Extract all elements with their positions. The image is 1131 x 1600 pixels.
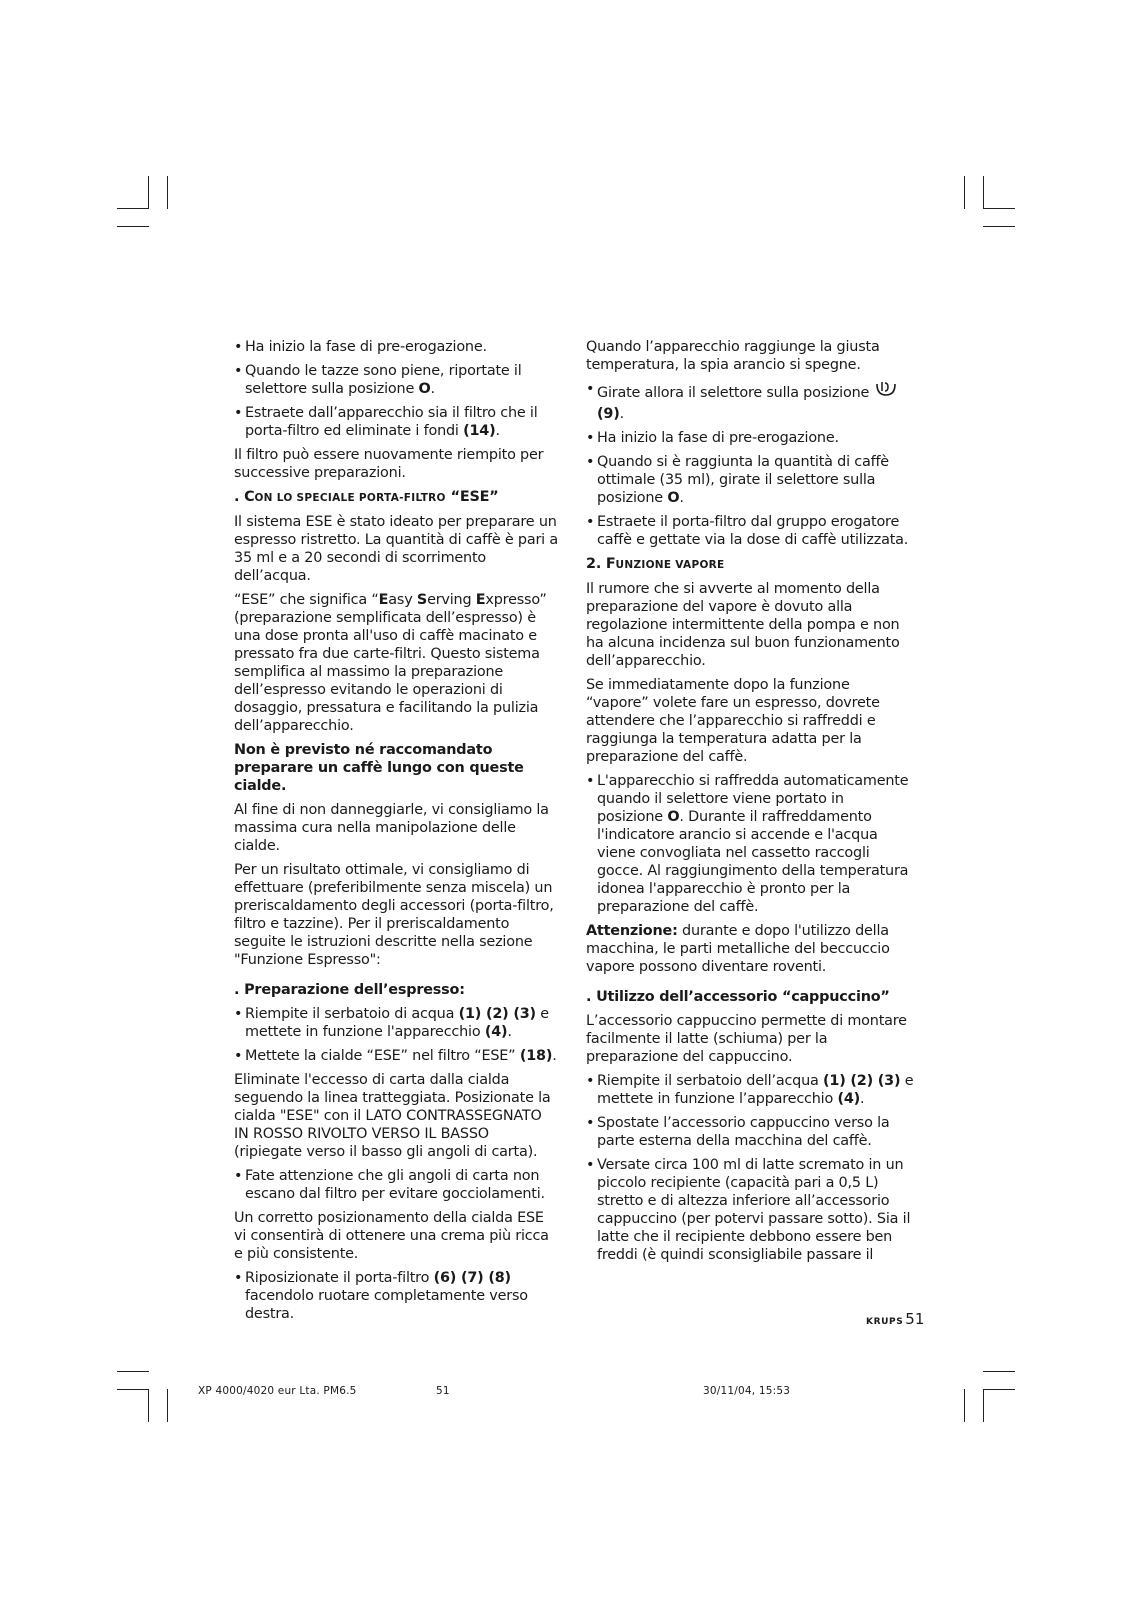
bullet-list <box>586 1072 914 1264</box>
text-segment: (1) (2) (3) <box>458 1006 536 1022</box>
text-segment: Quando si è raggiunta la quantità di caffè ottimale (35 ml), girate il selettore sulla posizione <box>597 454 889 506</box>
bullet-item <box>586 772 914 916</box>
bullet-item <box>586 1114 914 1150</box>
crop-mark <box>983 1371 1015 1372</box>
paragraph: Il filtro può essere nuovamente riempito per successive preparazioni. <box>234 447 544 481</box>
crop-mark <box>964 176 965 209</box>
bullet-icon: • <box>586 430 595 446</box>
text-segment: e mettete in funzione l’apparecchio <box>597 1073 914 1107</box>
text-segment: Riempite il serbatoio dell’acqua <box>597 1073 824 1089</box>
text-segment: O <box>667 490 680 506</box>
crop-mark <box>167 1389 168 1422</box>
paragraph: Eliminate l'eccesso di carta dalla cialda seguendo la linea tratteggiata. Posizionate la cialda "ESE" con il LATO CONTRASSEGNATO IN ROSSO RIVOLTO VERSO IL BASSO (ripiegate verso il basso gli angoli di carta). <box>234 1072 551 1160</box>
text-segment: . Durante il raffreddamento l'indicatore arancio si accende e l'acqua viene convogliata nel cassetto raccogli gocce. Al raggiungimento della temperatura idonea l'apparecchio è pronto per la preparazione del caffè. <box>597 809 909 915</box>
text-segment: Quando le tazze sono piene, riportate il selettore sulla posizione <box>245 363 522 397</box>
slug-date: 30/11/04, 15:53 <box>703 1385 791 1397</box>
paragraph-ese-meaning: “ESE” che significa “Easy Serving Expresso” (preparazione semplificata dell’espresso) è una dose pronta all'uso di caffè macinato e pressato fra due carte-filtri. Questo sistema semplifica al massimo la preparazione dell’espresso evitando le operazioni di dosaggio, pressatura e facilitando la pulizia dell’apparecchio. <box>234 592 547 734</box>
text-segment: (18) <box>519 1048 553 1064</box>
bullet-icon: • <box>586 1115 595 1131</box>
text-segment: Riposizionate il porta-filtro <box>245 1270 434 1286</box>
bullet-item <box>586 1072 914 1108</box>
text-segment: Riempite il serbatoio di acqua <box>245 1006 459 1022</box>
text-segment: (4) <box>837 1091 861 1107</box>
slug-page: 51 <box>436 1385 450 1397</box>
bullet-item <box>586 429 914 447</box>
text-segment: Estraete dall’apparecchio sia il filtro che il porta-filtro ed eliminate i fondi <box>245 405 538 439</box>
text-segment: e mettete in funzione l'apparecchio <box>245 1006 549 1040</box>
bullet-icon: • <box>586 381 595 397</box>
krups-logo: KRUPS <box>866 1317 904 1327</box>
paragraph: Il sistema ESE è stato ideato per preparare un espresso ristretto. La quantità di caffè è pari a 35 ml e a 20 secondi di scorrimento dell’acqua. <box>234 514 558 584</box>
text-segment: O <box>667 809 680 825</box>
right-column <box>586 338 914 1270</box>
bullet-list <box>234 338 560 440</box>
text-segment: . <box>507 1024 512 1040</box>
bullet-list <box>234 1269 560 1323</box>
page-number: 51 <box>905 1310 925 1328</box>
crop-mark <box>983 1389 984 1422</box>
bullet-icon: • <box>586 773 595 789</box>
slug-file: XP 4000/4020 eur Lta. PM6.5 <box>198 1385 357 1397</box>
bullet-icon: • <box>234 1006 243 1022</box>
crop-mark <box>983 1389 1015 1390</box>
bullet-icon: • <box>586 1157 595 1173</box>
bullet-list <box>586 429 914 549</box>
paragraph: Un corretto posizionamento della cialda ESE vi consentirà di ottenere una crema più ricca e più consistente. <box>234 1210 549 1262</box>
crop-mark <box>148 176 149 209</box>
paragraph: L’accessorio cappuccino permette di montare facilmente il latte (schiuma) per la preparazione del cappuccino. <box>586 1013 907 1065</box>
section-heading-ese: . CON LO SPECIALE PORTA-FILTRO “ESE” <box>234 489 499 505</box>
left-column <box>234 338 560 1329</box>
crop-mark <box>117 208 149 209</box>
bullet-item <box>586 513 914 549</box>
steam-selector-icon <box>874 380 900 405</box>
paragraph: Al fine di non danneggiarle, vi consigliamo la massima cura nella manipolazione delle cialde. <box>234 802 549 854</box>
crop-mark <box>964 1389 965 1422</box>
bullet-item <box>234 1047 560 1065</box>
bullet-icon: • <box>586 454 595 470</box>
bullet-item <box>234 338 560 356</box>
text-segment: (14) <box>463 423 496 439</box>
bullet-item <box>234 362 560 398</box>
bullet-icon: • <box>234 1048 243 1064</box>
bullet-icon: • <box>234 1270 243 1286</box>
bullet-item <box>586 453 914 507</box>
text-segment: Estraete il porta-filtro dal gruppo erogatore caffè e gettate via la dose di caffè utilizzata. <box>597 514 909 548</box>
text-segment: (4) <box>484 1024 508 1040</box>
paragraph: Quando l’apparecchio raggiunge la giusta temperatura, la spia arancio si spegne. <box>586 339 880 373</box>
bullet-list <box>234 1167 560 1203</box>
crop-mark <box>983 176 984 209</box>
bullet-item <box>234 1269 560 1323</box>
text-segment: Versate circa 100 ml di latte scremato in un piccolo recipiente (capacità pari a 0,5 L) stretto e di altezza inferiore all’accessorio cappuccino (per potervi passare sotto). Sia il latte che il recipiente debbono essere ben freddi (è quindi sconsigliabile passare il <box>597 1157 911 1263</box>
section-heading-steam: 2. FUNZIONE VAPORE <box>586 556 725 572</box>
text-segment: . <box>495 423 500 439</box>
bullet-icon: • <box>234 363 243 379</box>
crop-mark <box>983 208 1015 209</box>
text-segment: . <box>552 1048 557 1064</box>
text-segment: facendolo ruotare completamente verso destra. <box>245 1288 528 1322</box>
crop-mark <box>117 226 149 227</box>
attention-paragraph: Attenzione: durante e dopo l'utilizzo della macchina, le parti metalliche del beccuccio vapore possono diventare roventi. <box>586 923 890 975</box>
text-segment: . <box>860 1091 865 1107</box>
paragraph: Se immediatamente dopo la funzione “vapore” volete fare un espresso, dovrete attendere che l’apparecchio si raffreddi e raggiunga la temperatura adatta per la preparazione del caffè. <box>586 677 880 765</box>
text-segment: . <box>679 490 684 506</box>
text-segment: Spostate l’accessorio cappuccino verso la parte esterna della macchina del caffè. <box>597 1115 890 1149</box>
bullet-item <box>586 1156 914 1264</box>
text-segment: . <box>430 381 435 397</box>
bullet-icon: • <box>234 1168 243 1184</box>
text-segment: O <box>418 381 431 397</box>
bullet-item-selector: • Girate allora il selettore sulla posizione (9). <box>586 380 914 423</box>
paragraph: Il rumore che si avverte al momento della preparazione del vapore è dovuto alla regolazione intermittente della pompa e non ha alcuna incidenza sul buon funzionamento dell’apparecchio. <box>586 581 900 669</box>
bullet-icon: • <box>234 405 243 421</box>
text-segment: Fate attenzione che gli angoli di carta non escano dal filtro per evitare gocciolamenti. <box>245 1168 545 1202</box>
bullet-item <box>234 1005 560 1041</box>
bullet-icon: • <box>586 1073 595 1089</box>
text-segment: (6) (7) (8) <box>433 1270 511 1286</box>
bullet-list <box>234 1005 560 1065</box>
warning-text: Non è previsto né raccomandato preparare un caffè lungo con queste cialde. <box>234 742 524 794</box>
crop-mark <box>167 176 168 209</box>
text-segment: Ha inizio la fase di pre-erogazione. <box>597 430 839 446</box>
section-heading-preparation: . Preparazione dell’espresso: <box>234 982 465 998</box>
section-heading-cappuccino: . Utilizzo dell’accessorio “cappuccino” <box>586 989 890 1005</box>
text-segment: Mettete la cialde “ESE” nel filtro “ESE” <box>245 1048 520 1064</box>
crop-mark <box>117 1389 149 1390</box>
page-footer-brand <box>866 1310 924 1328</box>
crop-mark <box>983 226 1015 227</box>
bullet-item <box>234 404 560 440</box>
bullet-icon: • <box>234 339 243 355</box>
bullet-item <box>234 1167 560 1203</box>
bullet-icon: • <box>586 514 595 530</box>
bullet-list <box>586 772 914 916</box>
text-segment: (1) (2) (3) <box>823 1073 901 1089</box>
crop-mark <box>148 1389 149 1422</box>
paragraph: Per un risultato ottimale, vi consigliamo di effettuare (preferibilmente senza miscela) un preriscaldamento degli accessori (porta-filtro, filtro e tazzine). Per il preriscaldamento seguite le istruzioni descritte nella sezione "Funzione Espresso": <box>234 862 554 968</box>
crop-mark <box>117 1371 149 1372</box>
text-segment: L'apparecchio si raffredda automaticamente quando il selettore viene portato in posizione <box>597 773 909 825</box>
text-segment: Ha inizio la fase di pre-erogazione. <box>245 339 487 355</box>
